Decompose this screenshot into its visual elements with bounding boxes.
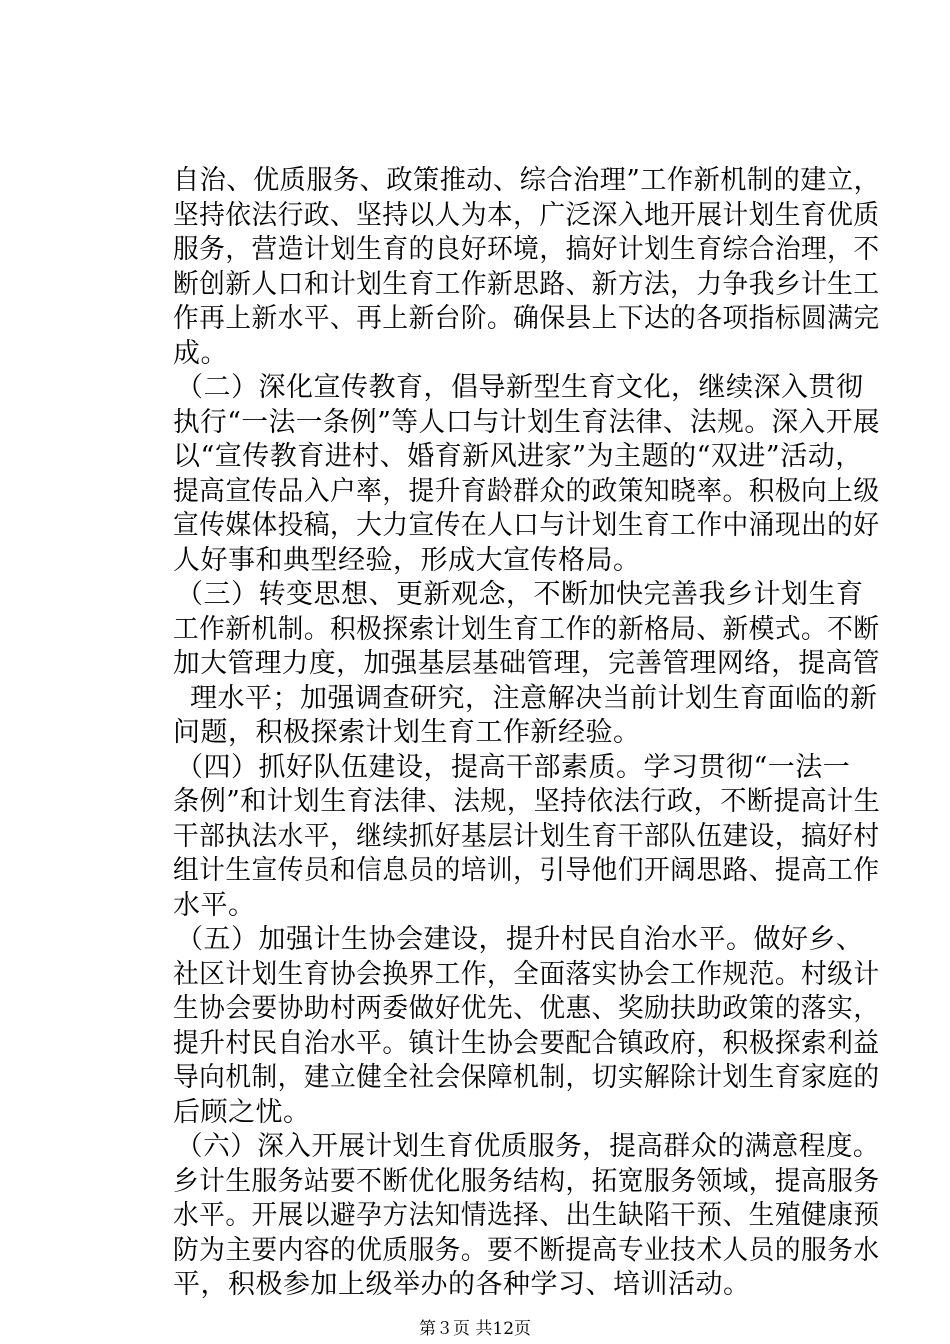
text-line: 自治、优质服务、政策推动、综合治理”工作新机制的建立， bbox=[173, 165, 881, 196]
text-line: （五）加强计生协会建设，提升村民自治水平。做好乡、 bbox=[176, 924, 864, 955]
text-line: （二）深化宣传教育，倡导新型生育文化，继续深入贯彻 bbox=[176, 372, 864, 403]
text-line: 平，积极参加上级举办的各种学习、培训活动。 bbox=[173, 1269, 751, 1300]
text-line: 提高宣传品入户率，提升育龄群众的政策知晓率。积极向上级 bbox=[173, 475, 880, 507]
text-line: 提升村民自治水平。镇计生协会要配合镇政府，积极探索利益 bbox=[173, 1027, 880, 1059]
text-line: 问题，积极探索计划生育工作新经验。 bbox=[173, 717, 641, 748]
page-number-footer: 第３页 共12页 bbox=[418, 1318, 532, 1339]
text-line: 断创新人口和计划生育工作新思路、新方法，力争我乡计生工 bbox=[173, 268, 880, 300]
text-line: 人好事和典型经验，形成大宣传格局。 bbox=[173, 544, 641, 576]
text-line: （四）抓好队伍建设，提高干部素质。学习贯彻“一法一 bbox=[176, 751, 851, 783]
text-line: 成。 bbox=[173, 337, 228, 369]
text-line: 乡计生服务站要不断优化服务结构，拓宽服务领域，提高服务 bbox=[173, 1165, 880, 1197]
text-line: 工作新机制。积极探索计划生育工作的新格局、新模式。不断 bbox=[173, 613, 880, 645]
text-line: 水平。 bbox=[173, 889, 256, 921]
text-line: 组计生宣传员和信息员的培训，引导他们开阔思路、提高工作 bbox=[173, 855, 880, 886]
text-line: 宣传媒体投稿，大力宣传在人口与计划生育工作中涌现出的好 bbox=[173, 510, 880, 541]
text-line: 执行“一法一条例”等人口与计划生育法律、法规。深入开展 bbox=[173, 406, 881, 438]
text-line: 以“宣传教育进村、婚育新风进家”为主题的“双进”活动， bbox=[173, 441, 863, 472]
text-line: 坚持依法行政、坚持以人为本，广泛深入地开展计划生育优质 bbox=[173, 199, 880, 231]
text-line: 干部执法水平，继续抓好基层计划生育干部队伍建设，搞好村 bbox=[173, 820, 880, 852]
text-line: 服务，营造计划生育的良好环境，搞好计划生育综合治理，不 bbox=[173, 234, 880, 265]
text-line: 理水平；加强调查研究，注意解决当前计划生育面临的新 bbox=[190, 682, 878, 714]
text-line: （三）转变思想、更新观念，不断加快完善我乡计划生育 bbox=[176, 579, 864, 610]
text-line: 生协会要协助村两委做好优先、优惠、奖励扶助政策的落实， bbox=[173, 993, 880, 1024]
text-line: 防为主要内容的优质服务。要不断提高专业技术人员的服务水 bbox=[173, 1234, 880, 1266]
text-line: 加大管理力度，加强基层基础管理，完善管理网络，提高管 bbox=[173, 648, 880, 679]
text-line: 水平。开展以避孕方法知情选择、出生缺陷干预、生殖健康预 bbox=[173, 1200, 880, 1231]
text-line: 条例”和计划生育法律、法规，坚持依法行政，不断提高计生 bbox=[173, 786, 881, 817]
text-line: 后顾之忧。 bbox=[173, 1096, 311, 1128]
text-line: 社区计划生育协会换界工作，全面落实协会工作规范。村级计 bbox=[173, 958, 880, 990]
text-line: 作再上新水平、再上新台阶。确保县上下达的各项指标圆满完 bbox=[173, 303, 880, 334]
text-line: 导向机制，建立健全社会保障机制，切实解除计划生育家庭的 bbox=[173, 1062, 880, 1093]
text-line: （六）深入开展计划生育优质服务，提高群众的满意程度。 bbox=[176, 1131, 880, 1162]
